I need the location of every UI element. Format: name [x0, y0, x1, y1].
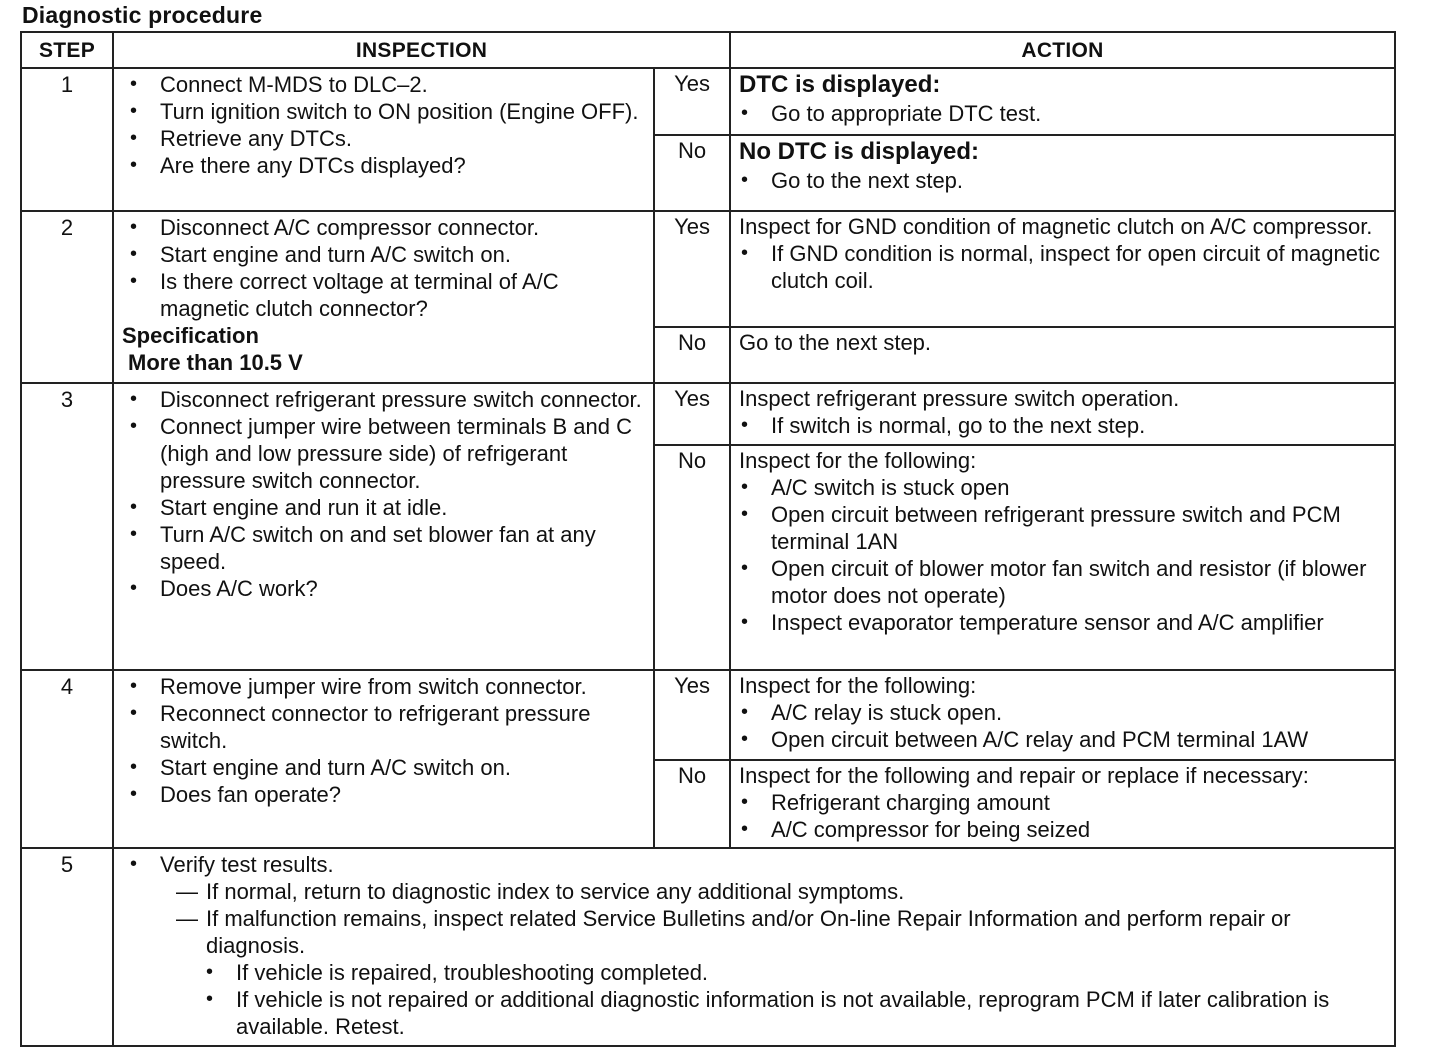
- inspection-item: • Connect M-MDS to DLC–2.: [128, 71, 645, 98]
- header-step: STEP: [21, 32, 113, 68]
- specification-value: More than 10.5 V: [128, 350, 303, 375]
- table-row: [21, 670, 1395, 760]
- inspection-item: • Start engine and run it at idle.: [128, 494, 645, 521]
- dash-text: If malfunction remains, inspect related Service Bulletins and/or On-line Repair Information and perform repair or diagnosis.: [206, 906, 1291, 958]
- no-label: No: [654, 760, 730, 848]
- inspection-item: • Reconnect connector to refrigerant pressure switch.: [128, 700, 645, 754]
- inspection-item: • Remove jumper wire from switch connector.: [128, 673, 645, 700]
- inspection-item: • Retrieve any DTCs.: [128, 125, 645, 152]
- action-cell: [730, 445, 1395, 670]
- action-text: Inspect for the following:: [739, 673, 977, 698]
- no-label: No: [654, 327, 730, 383]
- specification-label: Specification: [122, 323, 259, 348]
- inspection-item: • Turn ignition switch to ON position (Engine OFF).: [128, 98, 645, 125]
- inspection-item: • Disconnect A/C compressor connector.: [128, 214, 645, 241]
- action-item: • A/C relay is stuck open.: [739, 699, 1386, 726]
- inspection-item: • Does fan operate?: [128, 781, 645, 808]
- action-item: • Open circuit of blower motor fan switch and resistor (if blower motor does not operate): [739, 555, 1386, 609]
- inspection-item: • Disconnect refrigerant pressure switch connector.: [128, 386, 645, 413]
- yes-label: Yes: [654, 211, 730, 327]
- step-number: 1: [21, 68, 113, 211]
- inspection-item: • Connect jumper wire between terminals B and C (high and low pressure side) of refrigerant pressure switch connector.: [128, 413, 645, 494]
- yes-label: Yes: [654, 383, 730, 445]
- action-item: • If GND condition is normal, inspect for open circuit of magnetic clutch coil.: [739, 240, 1386, 294]
- action-cell: [730, 327, 1395, 383]
- action-text: Go to the next step.: [739, 330, 932, 355]
- action-text: Inspect for the following and repair or replace if necessary:: [739, 763, 1309, 788]
- action-item: • Inspect evaporator temperature sensor and A/C amplifier: [739, 609, 1386, 636]
- action-cell: [730, 135, 1395, 211]
- action-item: • Go to appropriate DTC test.: [739, 100, 1386, 127]
- inspection-item: • Does A/C work?: [128, 575, 645, 602]
- step-number: 2: [21, 211, 113, 383]
- inspection-item: • Verify test results.: [128, 851, 1386, 878]
- inspection-item: • Is there correct voltage at terminal of A/C magnetic clutch connector?: [128, 268, 645, 322]
- action-text: Inspect for the following:: [739, 448, 977, 473]
- inspection-item: • Start engine and turn A/C switch on.: [128, 241, 645, 268]
- inspection-cell: [113, 670, 654, 848]
- action-item: • A/C switch is stuck open: [739, 474, 1386, 501]
- table-row: [21, 68, 1395, 135]
- inspection-cell: [113, 68, 654, 211]
- inspection-cell: [113, 848, 1395, 1046]
- header-action: ACTION: [730, 32, 1395, 68]
- action-text: Inspect for GND condition of magnetic clutch on A/C compressor.: [739, 214, 1373, 239]
- action-item: • Open circuit between A/C relay and PCM terminal 1AW: [739, 726, 1386, 753]
- action-cell: [730, 68, 1395, 135]
- action-cell: [730, 211, 1395, 327]
- dash-mark: —: [176, 879, 198, 904]
- table-row: [21, 383, 1395, 445]
- sub-item: • If vehicle is not repaired or additional diagnostic information is not available, reprogram PCM if later calibration is available. Retest.: [128, 986, 1386, 1040]
- yes-label: Yes: [654, 68, 730, 135]
- dash-item: [128, 905, 1386, 959]
- action-cell: [730, 383, 1395, 445]
- action-heading: No DTC is displayed:: [739, 138, 980, 165]
- inspection-item: • Start engine and turn A/C switch on.: [128, 754, 645, 781]
- action-item: • Go to the next step.: [739, 167, 1386, 194]
- dash-mark: —: [176, 906, 198, 931]
- inspection-cell: [113, 211, 654, 383]
- yes-label: Yes: [654, 670, 730, 760]
- header-inspection: INSPECTION: [113, 32, 730, 68]
- table-row: [21, 848, 1395, 1046]
- action-item: • A/C compressor for being seized: [739, 816, 1386, 843]
- diagnostic-table: [20, 31, 1396, 1047]
- table-row: [21, 211, 1395, 327]
- action-cell: [730, 760, 1395, 848]
- dash-text: If normal, return to diagnostic index to service any additional symptoms.: [206, 879, 905, 904]
- page-title: Diagnostic procedure: [22, 2, 263, 28]
- action-item: • Open circuit between refrigerant pressure switch and PCM terminal 1AN: [739, 501, 1386, 555]
- inspection-item: • Turn A/C switch on and set blower fan at any speed.: [128, 521, 645, 575]
- step-number: 5: [21, 848, 113, 1046]
- step-number: 4: [21, 670, 113, 848]
- action-text: Inspect refrigerant pressure switch operation.: [739, 386, 1180, 411]
- step-number: 3: [21, 383, 113, 670]
- action-item: • Refrigerant charging amount: [739, 789, 1386, 816]
- action-cell: [730, 670, 1395, 760]
- inspection-item: • Are there any DTCs displayed?: [128, 152, 645, 179]
- no-label: No: [654, 135, 730, 211]
- dash-item: [128, 878, 1386, 905]
- sub-item: • If vehicle is repaired, troubleshooting completed.: [128, 959, 1386, 986]
- inspection-cell: [113, 383, 654, 670]
- no-label: No: [654, 445, 730, 670]
- action-item: • If switch is normal, go to the next step.: [739, 412, 1386, 439]
- header-row: [21, 32, 1395, 68]
- action-heading: DTC is displayed:: [739, 71, 941, 98]
